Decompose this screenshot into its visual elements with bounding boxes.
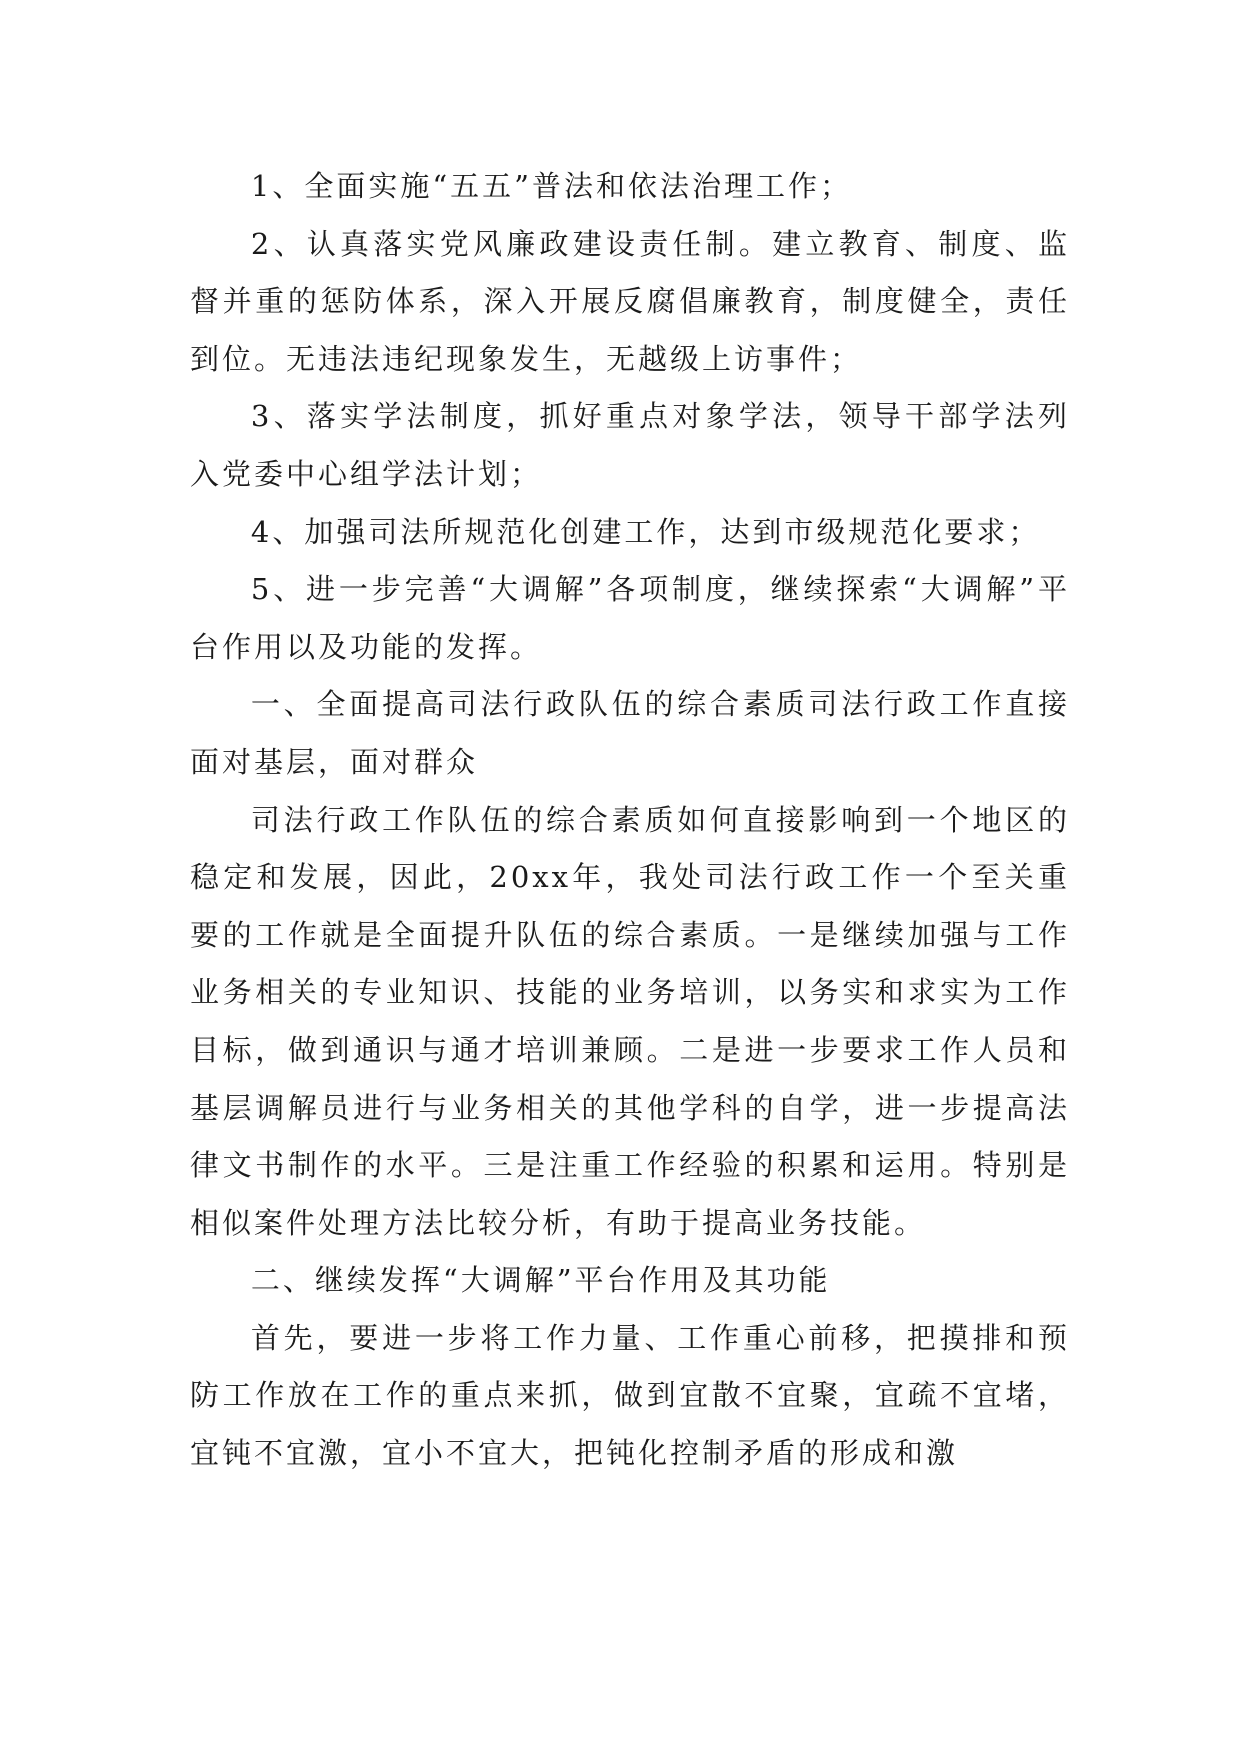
paragraph-1: 1、全面实施“五五”普法和依法治理工作； <box>250 169 852 203</box>
document-body <box>190 158 1070 1483</box>
paragraph-3: 3、落实学法制度，抓好重点对象学法，领导干部学法列入党委中心组学法计划； <box>190 399 1070 491</box>
section-heading-2: 二、继续发挥“大调解”平台作用及其功能 <box>250 1263 831 1298</box>
paragraph-4: 4、加强司法所规范化创建工作，达到市级规范化要求； <box>250 514 1041 549</box>
section-heading-1: 一、全面提高司法行政队伍的综合素质司法行政工作直接面对基层，面对群众 <box>190 687 1070 779</box>
paragraph-6: 司法行政工作队伍的综合素质如何直接影响到一个地区的稳定和发展，因此，20xx年，我处司法行政工作一个至关重要的工作就是全面提升队伍的综合素质。一是继续加强与工作业务相关的专业知识、技能的业务培训，以务实和求实为工作目标，做到通识与通才培训兼顾。二是进一步要求工作人员和基层调解员进行与业务相关的其他学科的自学，进一步提高法律文书制作的水平。三是注重工作经验的积累和运用。特别是相似案件处理方法比较分析，有助于提高业务技能。 <box>190 802 1070 1240</box>
paragraph-5: 5、进一步完善“大调解”各项制度，继续探索“大调解”平台作用以及功能的发挥。 <box>190 572 1070 664</box>
paragraph-2: 2、认真落实党风廉政建设责任制。建立教育、制度、监督并重的惩防体系，深入开展反腐倡廉教育，制度健全，责任到位。无违法违纪现象发生，无越级上访事件； <box>190 226 1070 376</box>
paragraph-7: 首先，要进一步将工作力量、工作重心前移，把摸排和预防工作放在工作的重点来抓，做到宜散不宜聚，宜疏不宜堵，宜钝不宜激，宜小不宜大，把钝化控制矛盾的形成和激 <box>190 1320 1070 1471</box>
